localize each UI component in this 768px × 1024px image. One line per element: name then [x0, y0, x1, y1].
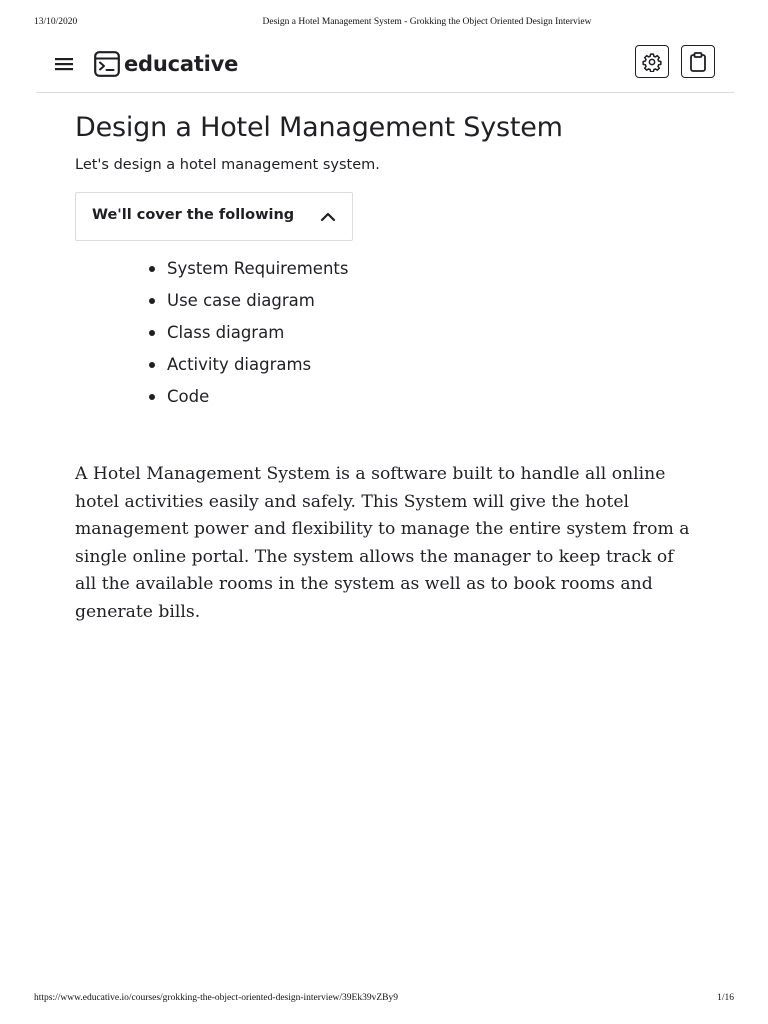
bullet	[149, 330, 155, 336]
toc-item-code[interactable]	[147, 385, 348, 417]
lesson-paragraph: A Hotel Management System is a software built to handle all online hotel activities easily and safely. This System will give the hotel management power and flexibility to manage the entire system from a single online portal. The system allows the manager to keep track of all the available rooms in the system as well as to book rooms and generate bills.	[75, 464, 690, 622]
lesson-subtitle: Let's design a hotel management system.	[75, 157, 380, 173]
page-title: Design a Hotel Management System	[75, 112, 563, 143]
toc-item-label: System Requirements	[167, 259, 349, 278]
gear-icon	[642, 52, 662, 72]
bullet	[149, 298, 155, 304]
bullet	[149, 362, 155, 368]
toc-item-label: Activity diagrams	[167, 355, 312, 374]
print-page-title: Design a Hotel Management System - Grokking the Object Oriented Design Interview	[262, 17, 592, 27]
print-url: https://www.educative.io/courses/grokking-the-object-oriented-design-interview/39Ek39vZBy9	[34, 993, 398, 1003]
bullet	[149, 394, 155, 400]
toc-item-label: Class diagram	[167, 323, 285, 342]
toc-item-label: Code	[167, 387, 210, 406]
print-footer	[0, 993, 768, 1007]
table-of-contents-toggle[interactable]	[75, 192, 353, 241]
toc-item-use-case-diagram[interactable]	[147, 289, 348, 321]
toc-item-class-diagram[interactable]	[147, 321, 348, 353]
print-header	[0, 17, 768, 31]
toc-list	[147, 257, 348, 417]
toc-label: We'll cover the following	[92, 207, 295, 223]
logo-text: educative	[124, 52, 239, 76]
print-date: 13/10/2020	[34, 17, 78, 27]
toc-item-activity-diagrams[interactable]	[147, 353, 348, 385]
top-navigation-bar	[36, 42, 734, 93]
toc-item-label: Use case diagram	[167, 291, 315, 310]
bullet	[149, 266, 155, 272]
settings-button[interactable]	[635, 45, 669, 78]
clipboard-icon	[689, 52, 707, 72]
clipboard-button[interactable]	[681, 45, 715, 78]
educative-logo[interactable]	[94, 50, 238, 78]
hamburger-menu-icon[interactable]	[54, 55, 76, 73]
terminal-window-icon	[94, 51, 120, 77]
chevron-up-icon	[320, 210, 336, 222]
toc-item-system-requirements[interactable]	[147, 257, 348, 289]
print-page-number: 1/16	[717, 993, 734, 1003]
